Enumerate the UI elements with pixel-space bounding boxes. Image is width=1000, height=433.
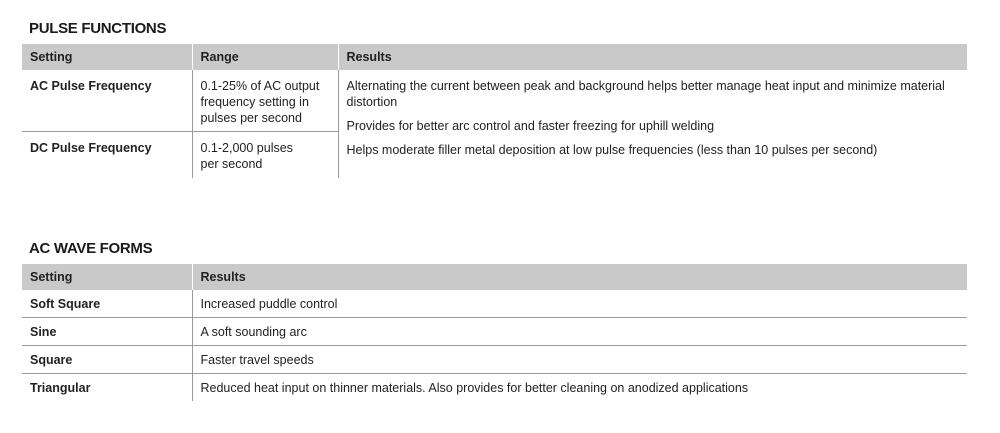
setting-cell: Triangular (30, 380, 91, 395)
range-line: 0.1-2,000 pulses (200, 141, 293, 155)
result-cell: Reduced heat input on thinner materials. Also provides for better cleaning on anodized applications (192, 374, 967, 402)
setting-cell: DC Pulse Frequency (30, 141, 152, 155)
pulse-functions-title: PULSE FUNCTIONS (29, 20, 167, 37)
setting-cell: AC Pulse Frequency (22, 70, 192, 132)
setting-cell: Square (22, 346, 192, 374)
table-row (22, 374, 967, 402)
table-row (22, 290, 967, 318)
results-cell (338, 70, 967, 178)
ac-wave-forms-table (22, 264, 967, 401)
ac-wave-forms-title: AC WAVE FORMS (29, 240, 153, 257)
pulse-functions-table (22, 44, 967, 178)
range-cell (192, 132, 338, 178)
result-text: Alternating the current between peak and background helps better manage heat input and minimize material distortion (346, 79, 945, 109)
range-line: frequency setting in (200, 95, 309, 109)
setting-column-header: Setting (22, 264, 192, 290)
table-row (22, 346, 967, 374)
range-line: per second (200, 157, 263, 171)
setting-cell: Soft Square (22, 290, 192, 318)
table-row (22, 318, 967, 346)
table-row (22, 70, 967, 132)
range-line: 0.1-25% of AC output (200, 79, 320, 93)
setting-cell: Sine (22, 318, 192, 346)
result-text: Helps moderate filler metal deposition at low pulse frequencies (less than 10 pulses per second) (346, 143, 878, 157)
result-text: Provides for better arc control and faster freezing for uphill welding (346, 119, 715, 133)
range-column-header: Range (192, 44, 338, 70)
result-cell: Increased puddle control (192, 290, 967, 318)
results-column-header: Results (338, 44, 967, 70)
range-cell (192, 70, 338, 132)
setting-column-header: Setting (22, 44, 192, 70)
table-header-row (22, 264, 967, 290)
table-header-row (22, 44, 967, 70)
result-cell: A soft sounding arc (192, 318, 967, 346)
results-column-header: Results (192, 264, 967, 290)
range-line: pulses per second (200, 111, 302, 125)
result-cell: Faster travel speeds (192, 346, 967, 374)
